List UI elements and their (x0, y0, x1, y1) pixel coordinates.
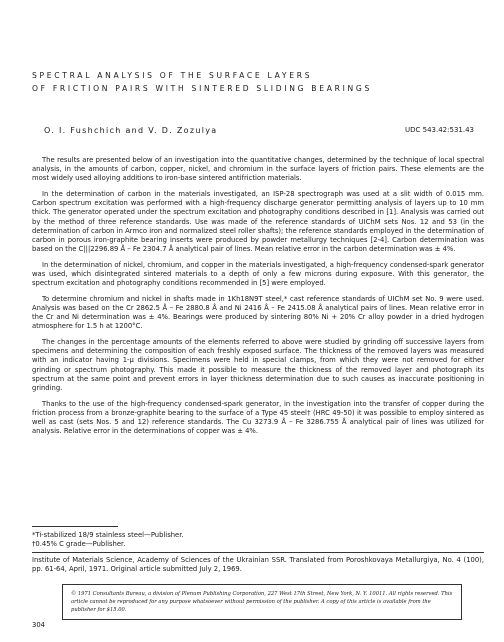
affiliation-note: Institute of Materials Science, Academy of Sciences of the Ukrainian SSR. Translated from Poroshkovaya Metallurgiya, No. 4 (100), pp. 61-64, April, 1971. Original article submitted July 2, 1969. (32, 556, 484, 574)
authors: O. I. Fushchich and V. D. Zozulya (44, 126, 218, 135)
copyright-notice: © 1971 Consultants Bureau, a division of Plenum Publishing Corporation, 227 West 17th Street, New York, N. Y. 10011. All rights reserved. This article cannot be reproduced for any purpose whatsoever without permission of the publisher. A copy of this article is available from the publisher for $15.00. (62, 584, 462, 620)
article-body (32, 156, 484, 443)
paragraph-copper-transfer: Thanks to the use of the high-frequency condensed-spark generator, in the investigation into the transfer of copper during the friction process from a bronze-graphite bearing to the surface of a Type 45 steel† (HRC 49-50) it was possible to employ sintered as well as cast (sets Nos. 5 and 12) reference standards. The Cu 3273.9 Å – Fe 3286.755 Å analytical pair of lines was utilized for analysis. Relative error in the determinations of copper was ± 4%. (32, 399, 484, 436)
paragraph-layer-grinding: The changes in the percentage amounts of the elements referred to above were studied by grinding off successive layers from specimens and determining the composition of each freshly exposed surface. The thickness of the removed layers was measured with an indicator having 1-μ divisions. Specimens were held in special clamps, from which they were not removed for either grinding or spectrum photography. This made it possible to measure the thickness of the removed layer and photograph its spectrum at the same point and prevent errors in layer thickness determination due to such causes as inaccurate positioning in grinding. (32, 338, 484, 393)
article-title-line-1: SPECTRAL ANALYSIS OF THE SURFACE LAYERS (32, 71, 313, 80)
paragraph-intro: The results are presented below of an investigation into the quantitative changes, determined by the technique of local spectral analysis, in the amounts of carbon, copper, nickel, and chromium in the surface layers of friction pairs. These elements are the most widely used alloying additions to iron-base sintered antifriction materials. (32, 156, 484, 183)
article-title-line-2: OF FRICTION PAIRS WITH SINTERED SLIDING BEARINGS (32, 84, 373, 93)
page-number: 304 (32, 621, 45, 629)
paragraph-chromium-nickel-shafts: To determine chromium and nickel in shafts made in 1Kh18N9T steel,* cast reference standards of UIChM set No. 9 were used. Analysis was based on the Cr 2862.5 Å – Fe 2880.8 Å and Ni 2416 Å – Fe 2415.08 Å analytical pairs of lines. Mean relative error in the Cr and Ni determination was ± 4%. Bearings were produced by sintering 80% Ni + 20% Cr alloy powder in a dried hydrogen atmosphere for 1.5 h at 1200°C. (32, 294, 484, 331)
paragraph-nickel-chromium-copper: In the determination of nickel, chromium, and copper in the materials investigated, a high-frequency condensed-spark generator was used, which disintegrated sintered materials to a depth of only a few microns during exposure. With this generator, the spectrum excitation and photography conditions recommended in [5] were employed. (32, 260, 484, 288)
footnote-asterisk: *Ti-stabilized 18/9 stainless steel—Publisher. (32, 531, 184, 539)
footnotes (32, 531, 484, 549)
footnote-rule (32, 526, 118, 527)
paragraph-carbon: In the determination of carbon in the materials investigated, an ISP-28 spectrograph was used at a slit width of 0.015 mm. Carbon spectrum excitation was performed with a high-frequency discharge generator permitting analysis of layers up to 10 mm thick. The generator operated under the spectrum excitation and photography conditions described in [1]. Analysis was carried out by the method of three reference standards. Use was made of the reference standards of UIChM sets Nos. 12 and 53 (in the determination of carbon in Armco iron and normalized steel roller shafts); the reference standards employed in the determination of carbon in porous iron-graphite bearing inserts were produced by powder metallurgy techniques [2-4]. Carbon determination was based on the C|||2296.89 Å – Fe 2304.7 Å analytical pair of lines. Mean relative error in the carbon determination was ± 4%. (32, 190, 484, 254)
affiliation-rule (32, 552, 484, 553)
footnote-dagger: †0.45% C grade—Publisher. (32, 540, 126, 549)
udc-code: UDC 543.42:531.43 (405, 126, 474, 134)
